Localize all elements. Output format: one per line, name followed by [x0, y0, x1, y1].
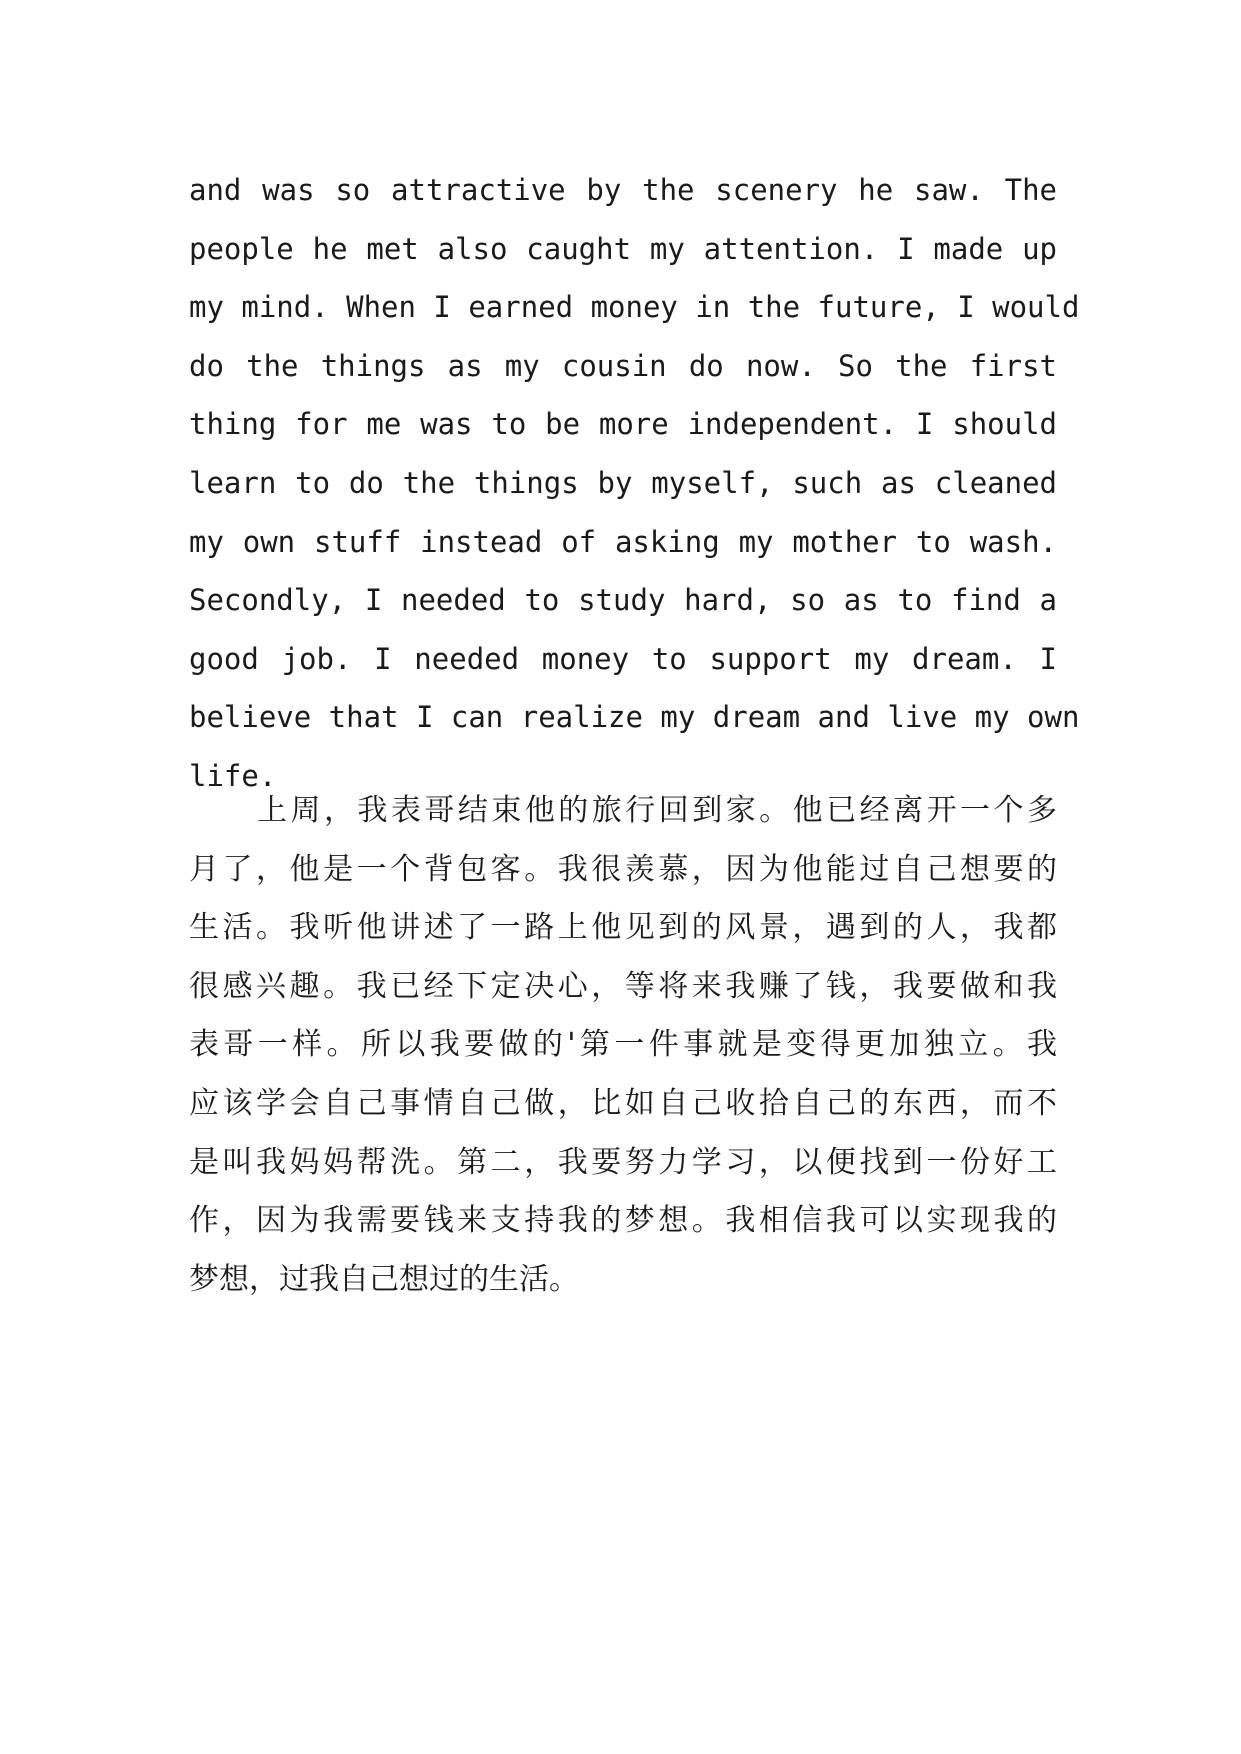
english-line: people he met also caught my attention. I made up: [189, 231, 1057, 266]
english-line: my own stuff instead of asking my mother to wash.: [189, 524, 1057, 559]
english-line: learn to do the things by myself, such as cleaned: [189, 465, 1057, 500]
english-line: thing for me was to be more independent. I should: [189, 407, 1057, 442]
chinese-line: 很感兴趣。我已经下定决心，等将来我赚了钱，我要做和我: [189, 968, 1057, 1004]
english-line: my mind. When I earned money in the future, I would: [189, 290, 1080, 325]
chinese-line: 上周，我表哥结束他的旅行回到家。他已经离开一个多: [257, 793, 1057, 828]
chinese-line: 作，因为我需要钱来支持我的梦想。我相信我可以实现我的: [189, 1203, 1057, 1239]
english-paragraph: [189, 161, 1080, 806]
english-line: good job. I needed money to support my dream. I: [189, 641, 1057, 676]
chinese-line: 月了，他是一个背包客。我很羡慕，因为他能过自己想要的: [189, 851, 1057, 887]
english-line: Secondly, I needed to study hard, so as to find a: [189, 583, 1057, 618]
english-line: life.: [189, 758, 277, 793]
chinese-line: 梦想，过我自己想过的生活。: [189, 1261, 579, 1297]
chinese-line: 是叫我妈妈帮洗。第二，我要努力学习，以便找到一份好工: [189, 1144, 1057, 1180]
chinese-line: 应该学会自己事情自己做，比如自己收拾自己的东西，而不: [189, 1085, 1057, 1121]
chinese-line: 生活。我听他讲述了一路上他见到的风景，遇到的人，我都: [189, 910, 1057, 946]
chinese-paragraph: [189, 782, 1057, 1309]
english-line: believe that I can realize my dream and live my own: [189, 700, 1080, 735]
english-line: do the things as my cousin do now. So the first: [189, 348, 1057, 383]
english-line: and was so attractive by the scenery he saw. The: [189, 173, 1057, 207]
chinese-line: 表哥一样。所以我要做的'第一件事就是变得更加独立。我: [189, 1027, 1057, 1063]
